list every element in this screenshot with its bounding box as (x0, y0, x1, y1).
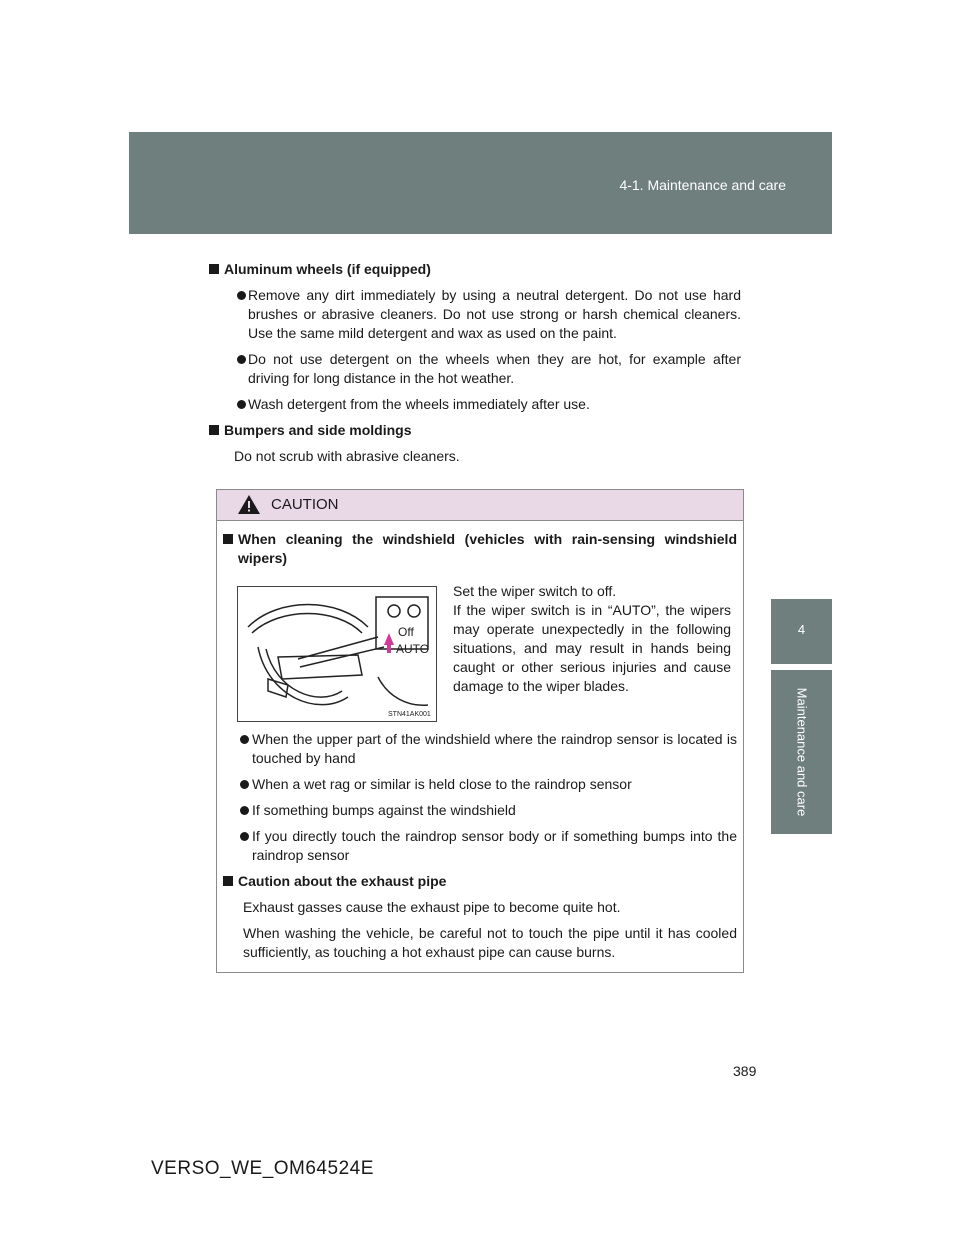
warning-triangle-icon (237, 494, 261, 515)
chapter-number-tab: 4 (771, 599, 832, 664)
caution-list (223, 730, 737, 969)
section-title: 4-1. Maintenance and care (619, 177, 786, 193)
wiper-switch-figure (237, 586, 437, 722)
figure-description: Set the wiper switch to off. If the wiper switch is in “AUTO”, the wipers may operate unexpectedly in the following situations, and may result in hands being caught or other serious injuries and cause damage to the wiper blades. (453, 583, 731, 694)
list-item: Remove any dirt immediately by using a neutral detergent. Do not use hard brushes or abrasive cleaners. Do not use strong or harsh chemical cleaners. Use the same mild detergent and wax as used on the paint. (209, 286, 741, 343)
square-bullet-icon (209, 264, 219, 274)
list-item: If you directly touch the raindrop sensor body or if something bumps into the raindrop sensor (223, 827, 737, 865)
wiper-switch-illustration (238, 587, 436, 721)
auto-label: AUTO (396, 642, 430, 656)
exhaust-heading: Caution about the exhaust pipe (223, 872, 737, 891)
off-label: Off (398, 625, 414, 639)
list-item: When the upper part of the windshield where the raindrop sensor is located is touched by hand (223, 730, 737, 768)
bullet-dot-icon (237, 355, 246, 364)
bumpers-text: Do not scrub with abrasive cleaners. (234, 448, 460, 464)
caution-body (223, 530, 737, 575)
windshield-heading: When cleaning the windshield (vehicles with rain-sensing windshield wipers) (223, 530, 737, 568)
bullet-dot-icon (240, 735, 249, 744)
list-item: If something bumps against the windshield (223, 801, 737, 820)
bullet-dot-icon (240, 806, 249, 815)
bullet-dot-icon (237, 291, 246, 300)
figure-code: STN41AK001 (388, 711, 431, 718)
list-item: Wash detergent from the wheels immediately after use. (209, 395, 741, 414)
main-content (209, 260, 741, 473)
square-bullet-icon (223, 876, 233, 886)
bullet-dot-icon (237, 400, 246, 409)
exhaust-text-1: Exhaust gasses cause the exhaust pipe to become quite hot. (243, 899, 621, 915)
square-bullet-icon (223, 534, 233, 544)
bullet-dot-icon (240, 780, 249, 789)
caution-box (216, 489, 744, 973)
bumpers-heading: Bumpers and side moldings (209, 421, 741, 440)
bullet-dot-icon (240, 832, 249, 841)
aluminum-wheels-heading: Aluminum wheels (if equipped) (209, 260, 741, 279)
square-bullet-icon (209, 425, 219, 435)
list-item: Do not use detergent on the wheels when they are hot, for example after driving for long distance in the hot weather. (209, 350, 741, 388)
page-number: 389 (733, 1063, 757, 1079)
document-code: VERSO_WE_OM64524E (151, 1158, 374, 1179)
list-item: When a wet rag or similar is held close to the raindrop sensor (223, 775, 737, 794)
exhaust-text-2: When washing the vehicle, be careful not to touch the pipe until it has cooled sufficiently, as touching a hot exhaust pipe can cause burns. (243, 925, 737, 960)
chapter-label: Maintenance and care (794, 687, 809, 817)
header-bar (129, 132, 832, 234)
caution-header (217, 490, 743, 521)
chapter-label-tab (771, 670, 832, 834)
caution-label: CAUTION (271, 496, 339, 513)
